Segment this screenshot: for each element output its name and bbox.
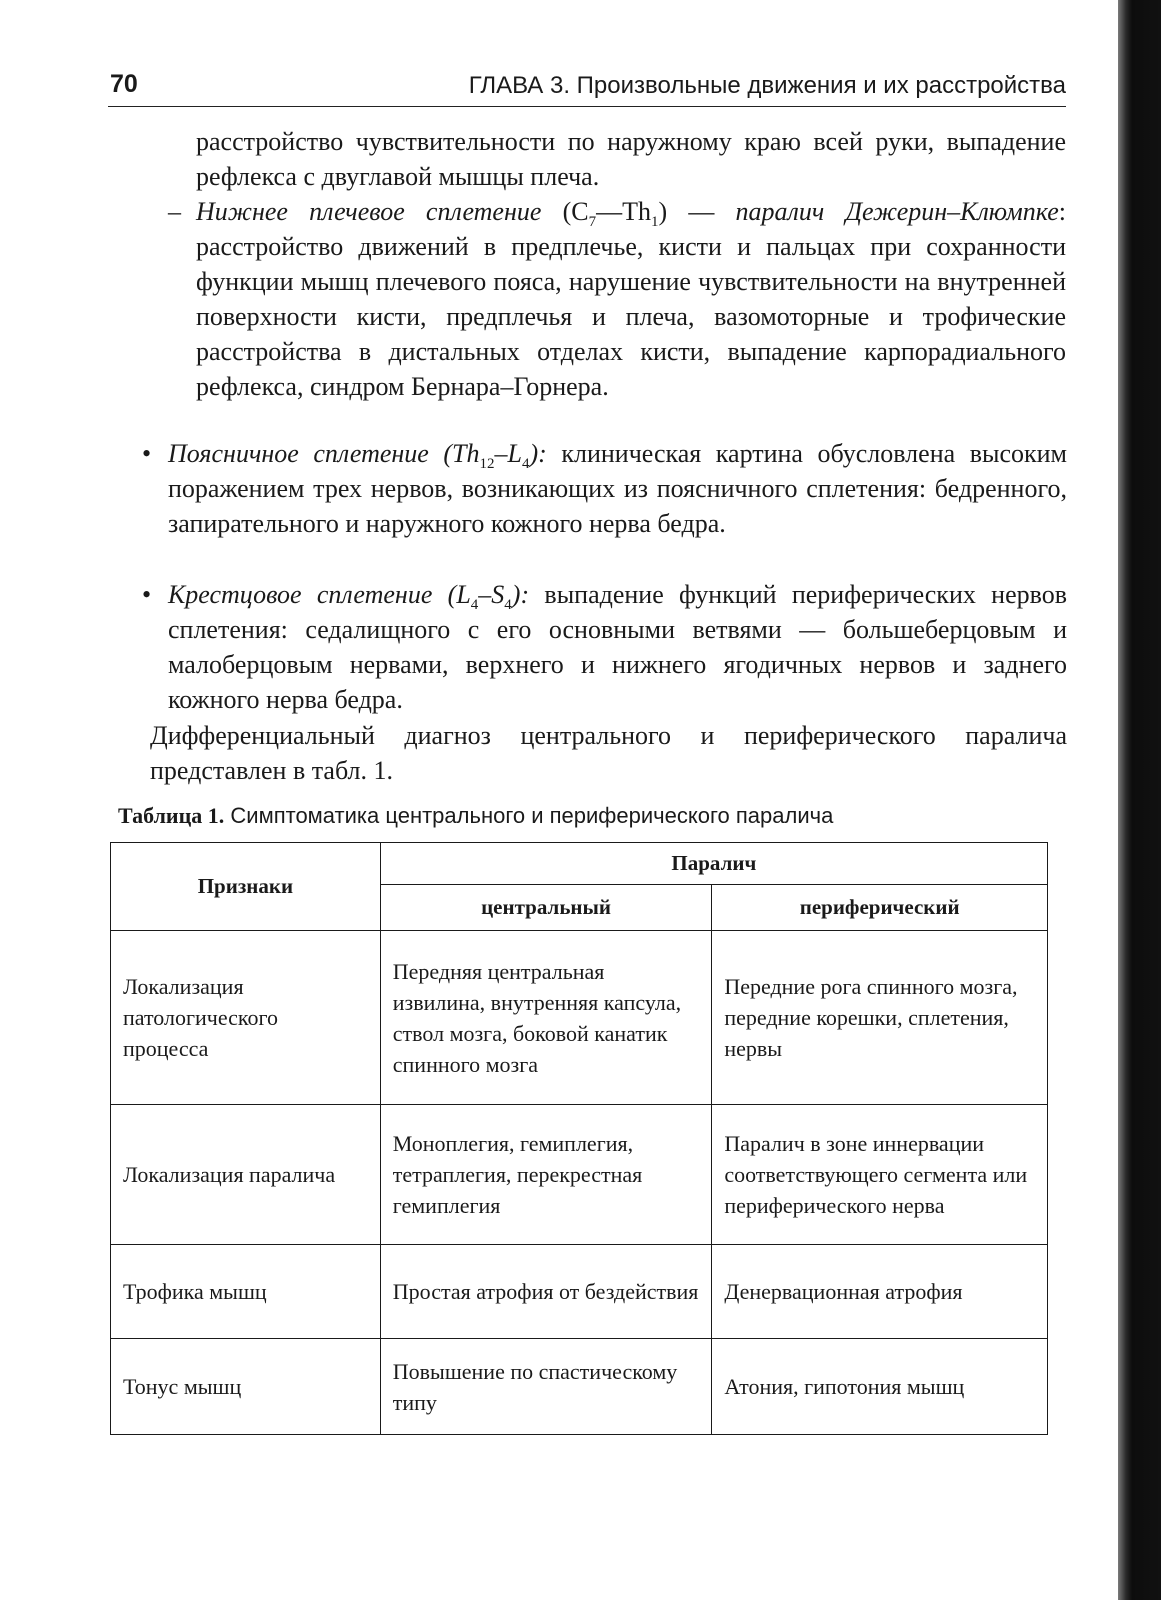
bullet-marker: •	[142, 439, 152, 468]
cell-peripheral: Паралич в зоне иннервации соответствующего сегмента или периферического нерва	[712, 1105, 1048, 1245]
dash-marker: –	[168, 197, 181, 226]
cell-central: Передняя центральная извилина, внутренняя капсула, ствол мозга, боковой канатик спинного мозга	[380, 931, 712, 1105]
cell-central: Моноплегия, гемиплегия, тетраплегия, перекрестная гемиплегия	[380, 1105, 712, 1245]
diff-diagnosis-paragraph: Дифференциальный диагноз центрального и периферического паралича представлен в табл. 1.	[150, 721, 1067, 785]
lumbar-plexus-term: Поясничное сплетение	[168, 439, 429, 468]
page-header	[108, 70, 1066, 107]
header-signs: Признаки	[111, 843, 381, 931]
continuation-text: расстройство чувствительности по наружному краю всей руки, выпадение рефлекса с двуглавой мышцы плеча.	[196, 127, 1066, 191]
header-central: центральный	[380, 885, 712, 931]
cell-peripheral: Денервационная атрофия	[712, 1245, 1048, 1339]
cell-peripheral: Атония, гипотония мышц	[712, 1339, 1048, 1435]
lower-plexus-term: Нижнее плечевое сплетение	[196, 197, 542, 226]
sacral-plexus-term: Крестцовое сплетение	[168, 580, 433, 609]
table-row	[111, 1245, 1048, 1339]
sacral-plexus-item: • Крестцовое сплетение $(L_4-S_4)$: выпадение функций периферических нервов сплетения: седалищного с его основными ветвями — большеберцовым и малоберцовым нервами, верхнего и нижнего ягодичных нервов и заднего кожного нерва бедра.	[150, 577, 1067, 717]
cell-sign: Тонус мышц	[111, 1339, 381, 1435]
cell-central: Повышение по спастическому типу	[380, 1339, 712, 1435]
lower-plexus-item: – Нижнее плечевое сплетение $(C_7—Th_1)$ — паралич Дежерин–Клюмпке: расстройство движений в предплечье, кисти и пальцах при сохранности функции мышц плечевого пояса, нарушение чувствительности на внутренней поверхности кисти, предплечья и плеча, вазомоторные и трофические расстройства в дистальных отделах кисти, выпадение карпорадиального рефлекса, синдром Бернара–Горнера.	[196, 194, 1066, 404]
table-caption	[118, 803, 833, 829]
header-paralysis: Паралич	[380, 843, 1047, 885]
sacral-plexus-text: выпадение функций периферических нервов сплетения: седалищного с его основными ветвями — большеберцовым и малоберцовым нервами, верхнего и нижнего ягодичных нервов и заднего кожного нерва бедра.	[168, 580, 1067, 714]
cell-sign: Локализация паралича	[111, 1105, 381, 1245]
lumbar-plexus-item: • Поясничное сплетение $(Th_{12}-L_4)$: клиническая картина обусловлена высоким поражением трех нервов, возникающих из поясничного сплетения: бедренного, запирательного и наружного кожного нерва бедра.	[150, 436, 1067, 541]
page-number: 70	[110, 70, 138, 98]
cell-peripheral: Передние рога спинного мозга, передние корешки, сплетения, нервы	[712, 931, 1048, 1105]
page-edge-shadow	[1118, 0, 1161, 1600]
table-row	[111, 1105, 1048, 1245]
lumbar-plexus-text: клиническая картина обусловлена высоким поражением трех нервов, возникающих из поясничного сплетения: бедренного, запирательного и наружного кожного нерва бедра.	[168, 439, 1067, 538]
cell-central: Простая атрофия от бездействия	[380, 1245, 712, 1339]
cell-sign: Локализация патологического процесса	[111, 931, 381, 1105]
bullet-marker: •	[142, 580, 152, 609]
lower-plexus-text: расстройство движений в предплечье, кисти и пальцах при сохранности функции мышц плечевого пояса, нарушение чувствительности на внутренней поверхности кисти, предплечья и плеча, вазомоторные и трофические расстройства в дистальных отделах кисти, выпадение карпорадиального рефлекса, синдром Бернара–Горнера.	[196, 232, 1066, 401]
table-row	[111, 931, 1048, 1105]
symptom-table	[110, 842, 1048, 1435]
chapter-title: ГЛАВА 3. Произвольные движения и их расстройства	[468, 72, 1066, 99]
table-caption-label: Таблица 1.	[118, 803, 225, 828]
cell-sign: Трофика мышц	[111, 1245, 381, 1339]
table-row	[111, 1339, 1048, 1435]
body-text-block	[168, 124, 1066, 404]
lower-plexus-syndrome: паралич Дежерин–Клюмпке	[735, 197, 1059, 226]
header-peripheral: периферический	[712, 885, 1048, 931]
table-caption-text: Симптоматика центрального и периферического паралича	[224, 803, 834, 828]
